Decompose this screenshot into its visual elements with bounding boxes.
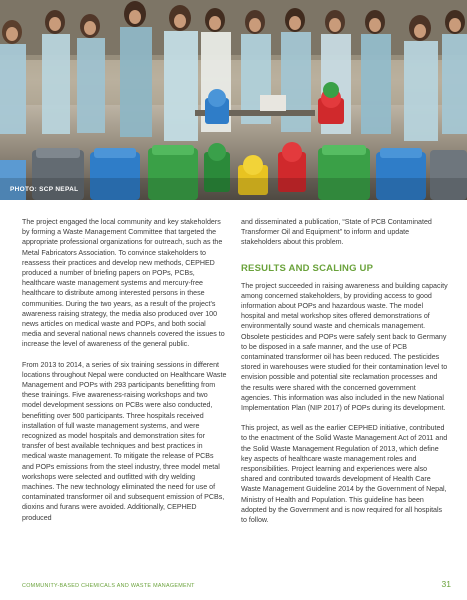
right-column — [241, 217, 448, 525]
group-photo — [0, 0, 467, 200]
page-number: 31 — [441, 579, 451, 589]
group-photo-illustration — [0, 0, 467, 200]
photo-credit: PHOTO: SCP NEPAL — [10, 186, 79, 193]
left-column — [22, 217, 227, 523]
body-paragraph: From 2013 to 2014, a series of six training sessions in different locations throughout Nepal were conducted on Healthcare Waste Management and POPs with 293 participants benefitting from these trainings. Five awareness-raising workshops and two model development sessions on PCBs were also conducted, benefitting over 500 participants. Three hospitals received installation of full waste management systems, and were recognized as model hospitals and demonstration sites for transfer of best available techniques and best practices in medical waste management. To mitigate the release of PCBs and POPs emissions from the steel industry, three model metal workshops were selected and outfitted with dry welding machines. The new technology eliminated the need for use of contaminated transformer oil and subsequent emission of PCBs, dioxins and furans were avoided. Additionally, CEPHED produced — [22, 360, 227, 522]
section-heading: RESULTS AND SCALING UP — [241, 262, 374, 274]
body-paragraph: The project engaged the local community and key stakeholders by forming a Waste Management Committee that targeted the appropriate professional organizations for outreach, such as the Metal Fabricators Association. To convince stakeholders to reassess their practices and develop new methods, CEPHED produced a number of briefing papers on POPs, PCBs, healthcare waste management systems and mercury-free healthcare to distribute among interested persons in these communities. During the two years, as a result of the project's awareness raising strategy, the media also produced over 100 news articles on medical waste and POPs, and both social media and several national news channels covered the issues to increase the level of awareness of the general public. — [22, 218, 225, 349]
body-paragraph: The project succeeded in raising awareness and building capacity among concerned stakeholders, by providing access to good information about POPs and hazardous waste. The model hospital and metal workshop sites offered demonstrations of environmentally sound waste and chemicals management. Obsolete pesticides and POPs were safely sent back to Germany to be disposed in a safe manner, and the use of PCB contaminated transformer oil has been reduced. The pesticides stored in warehouses were studied for their contamination level to envision possible and potential site reclamation processes and the results were shared with the concerned government agencies. This information was also included in the new National Implementation Plan (NIP 2017) of POPs during its development. — [241, 281, 448, 413]
body-paragraph: This project, as well as the earlier CEPHED initiative, contributed to the enactment of the Solid Waste Management Act of 2011 and the Solid Waste Management Regulation of 2013, which define key aspects of healthcare waste management roles and responsibilities. Project learning and experiences were also shared and contributed towards development of Health Care Waste Management Guideline 2014 by the Government of Nepal, Ministry of Health and Population. This guideline has been adopted by the Government and is now required for all hospitals to follow. — [241, 424, 448, 525]
running-footer: COMMUNITY-BASED CHEMICALS AND WASTE MANAGEMENT — [22, 583, 195, 589]
body-paragraph: and disseminated a publication, “State of PCB Contaminated Transformer Oil and Equipment” to inform and update stakeholders about this problem. — [241, 218, 432, 247]
